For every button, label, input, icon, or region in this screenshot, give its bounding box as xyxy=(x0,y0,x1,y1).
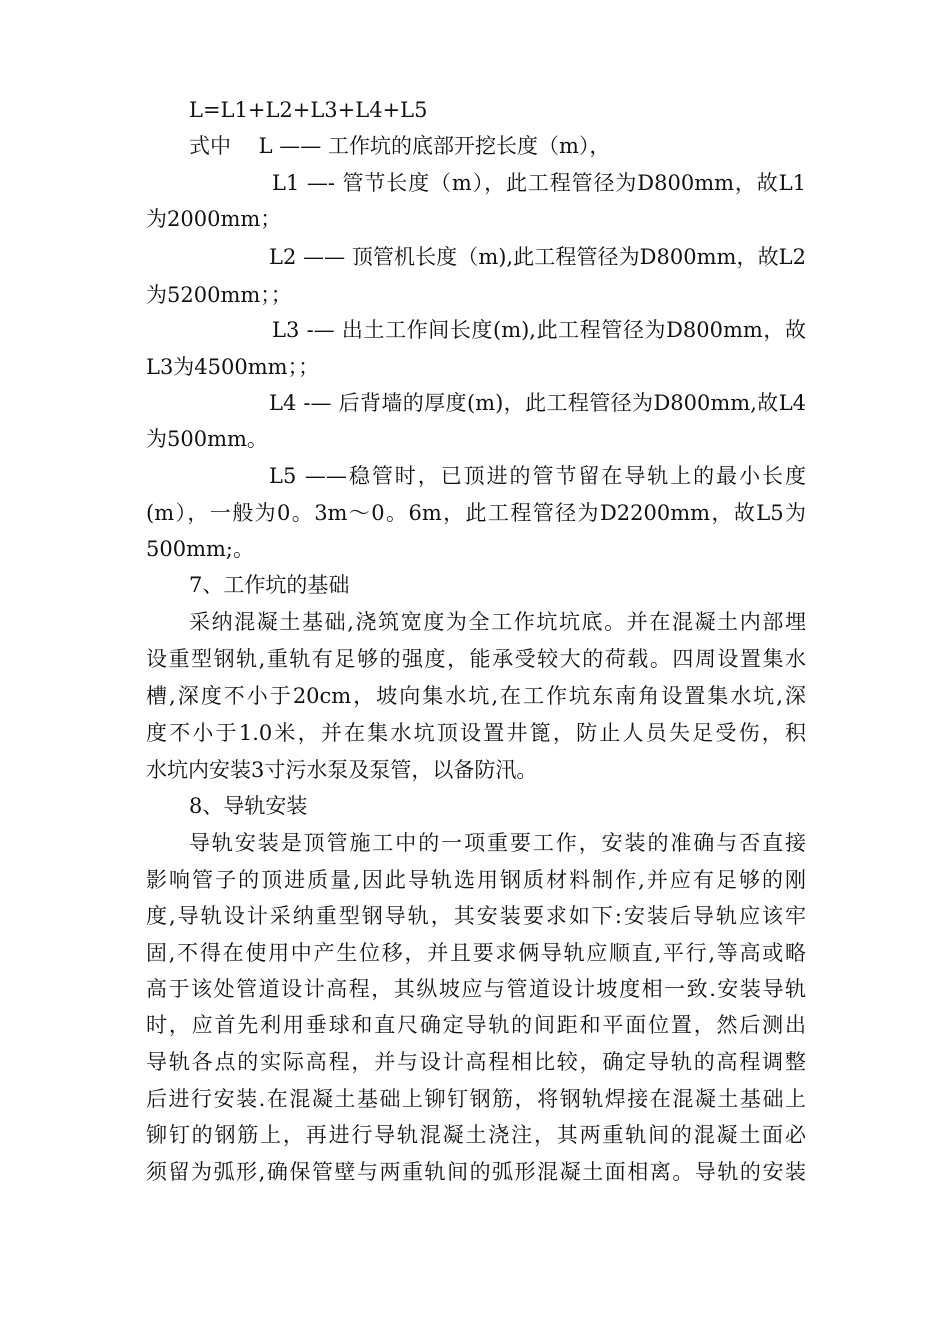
definition-L3: L3 -— 出土工作间长度(m),此工程管径为D800mm，故 xyxy=(272,318,806,342)
definition-L: 式中 L —— 工作坑的底部开挖长度（m）， xyxy=(189,134,611,158)
definition-L1: L1 —- 管节长度（m），此工程管径为D800mm，故L1 xyxy=(272,171,806,195)
section-7-line: 槽,深度不小于20cm，坡向集水坑,在工作坑东南角设置集水坑,深 xyxy=(146,684,806,708)
definition-L1-cont: 为2000mm； xyxy=(146,207,282,231)
section-7-heading: 7、工作坑的基础 xyxy=(189,573,350,597)
section-8-line: 铆钉的钢筋上，再进行导轨混凝土浇注，其两重轨间的混凝土面必 xyxy=(146,1123,806,1147)
section-7-line: 设重型钢轨,重轨有足够的强度，能承受较大的荷载。四周设置集水 xyxy=(146,647,806,671)
definition-L2-cont: 为5200mm；； xyxy=(146,283,292,307)
definition-L4: L4 -— 后背墙的厚度(m)，此工程管径为D800mm,故L4 xyxy=(269,391,806,415)
section-7-line: 度不小于1.0米，并在集水坑顶设置井篦，防止人员失足受伤，积 xyxy=(146,721,806,745)
section-7-line: 采纳混凝土基础,浇筑宽度为全工作坑坑底。并在混凝土内部埋 xyxy=(189,610,806,634)
section-8-line: 后进行安装.在混凝土基础上铆钉钢筋，将钢轨焊接在混凝土基础上 xyxy=(146,1087,806,1111)
section-8-line: 固,不得在使用中产生位移，并且要求俩导轨应顺直,平行,等高或略 xyxy=(146,941,806,965)
definition-L5: L5 ——稳管时，已顶进的管节留在导轨上的最小长度 xyxy=(269,464,806,488)
section-8-line: 度,导轨设计采纳重型钢导轨，其安装要求如下:安装后导轨应该牢 xyxy=(146,904,806,928)
definition-L2: L2 —— 顶管机长度（m),此工程管径为D800mm，故L2 xyxy=(269,245,806,269)
section-8-line: 导轨安装是顶管施工中的一项重要工作，安装的准确与否直接 xyxy=(189,831,806,855)
section-7-line: 水坑内安装3寸污水泵及泵管，以备防汛。 xyxy=(146,758,538,782)
section-8-line: 影响管子的顶进质量,因此导轨选用钢质材料制作,并应有足够的刚 xyxy=(146,868,806,892)
section-8-line: 导轨各点的实际高程，并与设计高程相比较，确定导轨的高程调整 xyxy=(146,1050,806,1074)
section-8-heading: 8、导轨安装 xyxy=(189,794,308,818)
section-8-line: 须留为弧形,确保管壁与两重轨间的弧形混凝土面相离。导轨的安装 xyxy=(146,1160,806,1184)
definition-L5-end: 500mm;。 xyxy=(146,537,254,561)
definition-L4-cont: 为500mm。 xyxy=(146,427,268,451)
section-8-line: 时，应首先利用垂球和直尺确定导轨的间距和平面位置，然后测出 xyxy=(146,1013,806,1037)
section-8-line: 高于该处管道设计高程，其纵坡应与管道设计坡度相一致.安装导轨 xyxy=(146,977,806,1001)
definition-L3-cont: L3为4500mm；； xyxy=(146,355,320,379)
definition-L5-cont: (m），一般为0。3m～0。6m，此工程管径为D2200mm，故L5为 xyxy=(146,501,806,525)
formula-line: L=L1+L2+L3+L4+L5 xyxy=(189,98,428,122)
